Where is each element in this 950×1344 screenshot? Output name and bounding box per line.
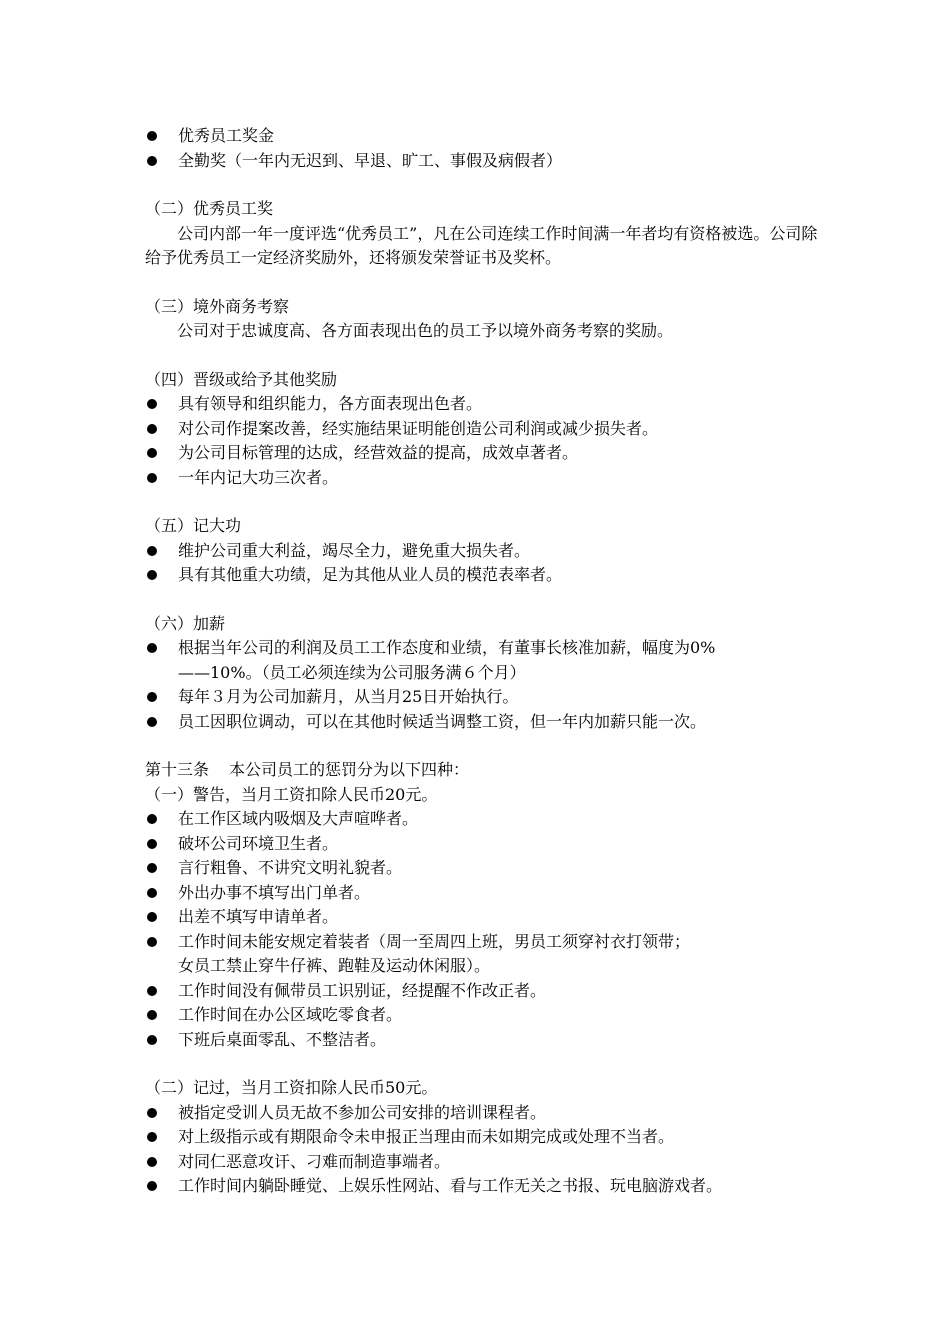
list-item: 外出办事不填写出门单者。 [145,881,825,906]
list-item: 一年内记大功三次者。 [145,466,825,491]
section-heading: （二）记过，当月工资扣除人民币50元。 [145,1078,438,1097]
section-heading: （二）优秀员工奖 [145,199,274,218]
section-heading: （六）加薪 [145,613,226,633]
paragraph: 公司对于忠诚度高、各方面表现出色的员工予以境外商务考察的奖励。 [177,321,674,340]
list-item: 对公司作提案改善，经实施结果证明能创造公司利润或减少损失者。 [145,417,825,442]
list-item-line: 根据当年公司的利润及员工工作态度和业绩，有董事长核准加薪，幅度为0% [178,638,716,657]
list-item: 被指定受训人员无故不参加公司安排的培训课程者。 [145,1101,825,1126]
list-item: 工作时间在办公区域吃零食者。 [145,1003,825,1028]
list-item [145,636,825,685]
list-item: 对上级指示或有期限命令未申报正当理由而未如期完成或处理不当者。 [145,1125,825,1150]
paragraph: 公司内部一年一度评选“优秀员工”，凡在公司连续工作时间满一年者均有资格被选。公司除给予优秀员工一定经济奖励外，还将颁发荣誉证书及奖杯。 [145,223,818,267]
list-item-line: 工作时间未能安规定着装者（周一至周四上班，男员工须穿衬衣打领带； [178,931,691,951]
document-page [145,124,825,1199]
article-heading [145,758,825,783]
list-item: 出差不填写申请单者。 [145,905,825,930]
list-item: 对同仁恶意攻讦、刁难而制造事端者。 [145,1150,825,1175]
section-heading: （三）境外商务考察 [145,296,290,316]
article-title: 本公司员工的惩罚分为以下四种： [229,760,470,779]
section-heading: （五）记大功 [145,516,242,535]
list-item-line: ——10%。（员工必须连续为公司服务满６个月） [178,662,526,682]
list-item: 优秀员工奖金 [145,124,825,149]
list-item: 为公司目标管理的达成，经营效益的提高，成效卓著者。 [145,441,825,466]
list-item: 全勤奖（一年内无迟到、早退、旷工、事假及病假者） [145,149,825,174]
list-item: 破坏公司环境卫生者。 [145,832,825,857]
list-item: 言行粗鲁、不讲究文明礼貌者。 [145,856,825,881]
list-item: 员工因职位调动，可以在其他时候适当调整工资，但一年内加薪只能一次。 [145,710,825,735]
article-number: 第十三条 [145,760,210,779]
list-item: 具有其他重大功绩，足为其他从业人员的模范表率者。 [145,563,825,588]
list-item: 维护公司重大利益，竭尽全力，避免重大损失者。 [145,539,825,564]
list-item: 下班后桌面零乱、不整洁者。 [145,1028,825,1053]
list-item-line: 女员工禁止穿牛仔裤、跑鞋及运动休闲服）。 [178,956,491,975]
section-heading: （一）警告，当月工资扣除人民币20元。 [145,784,438,804]
list-item [145,930,825,979]
list-item: 具有领导和组织能力，各方面表现出色者。 [145,392,825,417]
list-item: 每年３月为公司加薪月，从当月25日开始执行。 [145,685,825,710]
list-item: 工作时间内躺卧睡觉、上娱乐性网站、看与工作无关之书报、玩电脑游戏者。 [145,1174,825,1199]
list-item: 工作时间没有佩带员工识别证，经提醒不作改正者。 [145,979,825,1004]
list-item: 在工作区域内吸烟及大声喧哗者。 [145,807,825,832]
section-heading: （四）晋级或给予其他奖励 [145,369,338,389]
